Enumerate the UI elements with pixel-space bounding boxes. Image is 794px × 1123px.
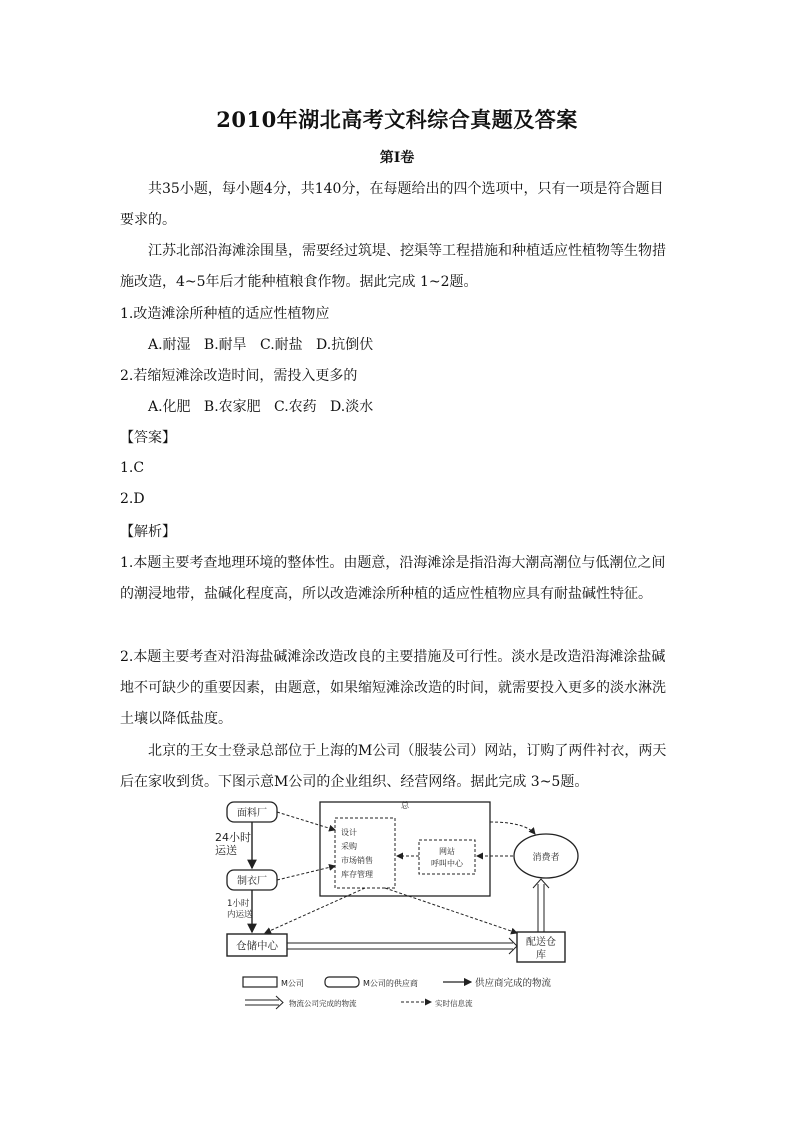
transport-24h-line1: 24小时: [215, 831, 251, 844]
intro-line-1: 共35小题，每小题4分，共140分，在每题给出的四个选项中，只有一项是符合题目: [148, 181, 664, 197]
context2-line-2: 后在家收到货。下图示意M公司的企业组织、经营网络。据此完成 3~5题。: [120, 774, 589, 790]
legend-logistics-flow: 物流公司完成的物流: [289, 999, 357, 1008]
question-1-options: A.耐湿 B.耐旱 C.耐盐 D.抗倒伏: [148, 337, 374, 353]
analysis-heading: 【解析】: [120, 524, 176, 540]
delivery-to-consumer-head: [533, 879, 549, 888]
volume-heading: 第Ⅰ卷: [379, 150, 415, 166]
logistics-flow-head: [509, 938, 517, 954]
website-box: [419, 840, 475, 874]
analysis-2-line-3: 土壤以降低盐度。: [120, 711, 232, 727]
legend-m-company: M公司: [281, 979, 304, 988]
analysis-1-line-2: 的潮浸地带，盐碱化程度高，所以改造滩涂所种植的适应性植物应具有耐盐碱性特征。: [120, 586, 652, 602]
website-label-line1: 网站: [439, 847, 455, 856]
fabric-factory-label: 面料厂: [237, 808, 267, 819]
garment-factory-label: 制衣厂: [237, 876, 267, 887]
website-label-line2: 呼叫中心: [431, 859, 463, 868]
analysis-2-line-1: 2.本题主要考查对沿海盐碱滩涂改造改良的主要措施及可行性。淡水是改造沿海滩涂盐碱: [120, 649, 666, 665]
consumer-label: 消费者: [532, 853, 560, 863]
context2-line-1: 北京的王女士登录总部位于上海的M公司（服装公司）网站，订购了两件衬衣，两天: [148, 743, 667, 759]
info-flow-hq-delivery: [385, 888, 517, 933]
info-flow-hq-warehouse: [265, 888, 365, 933]
info-flow-hq-garment: [277, 866, 335, 880]
analysis-1-line-1: 1.本题主要考查地理环境的整体性。由题意，沿海滩涂是指沿海大潮高潮位与低潮位之间: [120, 555, 666, 571]
hq-item-marketing: 市场销售: [341, 856, 373, 865]
analysis-2-line-2: 地不可缺少的重要因素，由题意，如果缩短滩涂改造的时间，就需要投入更多的淡水淋洗: [120, 680, 666, 696]
legend-m-company-swatch: [243, 977, 277, 987]
delivery-warehouse-line2: 库: [536, 950, 546, 961]
question-2-stem: 2.若缩短滩涂改造时间，需投入更多的: [120, 368, 358, 384]
question-2-options: A.化肥 B.农家肥 C.农药 D.淡水: [148, 399, 374, 415]
info-flow-hq-fabric: [277, 812, 335, 830]
legend-info-flow: 实时信息流: [435, 999, 473, 1008]
page-title: 2010年湖北高考文科综合真题及答案: [216, 107, 578, 132]
hq-label: 总: [401, 801, 409, 810]
transport-1h-line2: 内运送: [227, 910, 253, 920]
info-flow-hq-consumer: [490, 822, 535, 834]
transport-24h-line2: 运送: [215, 844, 237, 857]
context1-line-1: 江苏北部沿海滩涂围垦，需要经过筑堤、挖渠等工程措施和种植适应性植物等生物措: [148, 243, 666, 259]
context1-line-2: 施改造，4~5年后才能种植粮食作物。据此完成 1~2题。: [120, 274, 478, 290]
hq-item-design: 设计: [341, 828, 357, 837]
answer-2: 2.D: [120, 491, 145, 507]
hq-item-inventory: 库存管理: [341, 870, 373, 879]
logistics-network-diagram: [195, 796, 585, 1014]
legend-logistics-head: [276, 996, 283, 1009]
transport-1h-line1: 1小时: [227, 899, 250, 909]
intro-line-2: 要求的。: [120, 212, 176, 228]
question-1-stem: 1.改造滩涂所种植的适应性植物应: [120, 306, 330, 322]
legend-supplier-flow: 供应商完成的物流: [475, 978, 552, 989]
answer-1: 1.C: [120, 460, 145, 476]
legend-supplier: M公司的供应商: [363, 979, 418, 988]
delivery-warehouse-line1: 配送仓: [526, 937, 556, 948]
legend-supplier-swatch: [325, 977, 359, 987]
answer-heading: 【答案】: [120, 430, 176, 446]
hq-item-purchasing: 采购: [341, 842, 357, 851]
warehouse-label: 仓储中心: [236, 940, 278, 952]
